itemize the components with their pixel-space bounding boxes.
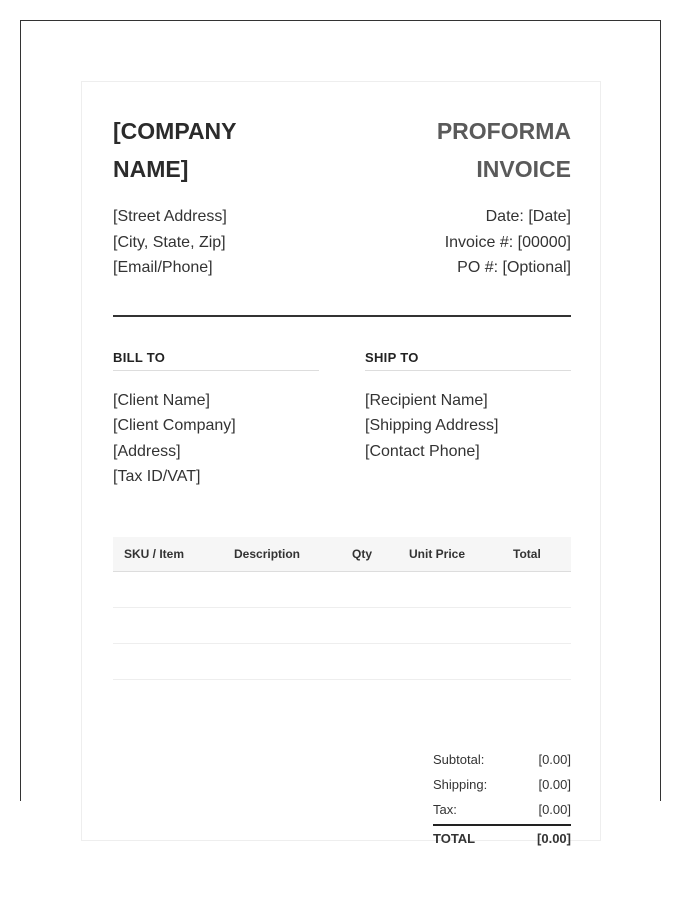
bill-to-line: [Address] [113, 442, 181, 460]
column-header-total: Total [502, 537, 571, 572]
table-cell [113, 607, 223, 643]
ship-to-block [365, 350, 571, 490]
invoice-content [113, 112, 571, 846]
table-cell [341, 607, 398, 643]
column-header-unit-price: Unit Price [398, 537, 502, 572]
subtotal-value: [0.00] [538, 752, 571, 767]
ship-to-line: [Recipient Name] [365, 391, 488, 409]
invoice-meta [445, 204, 571, 281]
bill-to-line: [Client Company] [113, 417, 236, 434]
table-cell [398, 607, 502, 643]
bill-to-block [113, 350, 319, 490]
table-row [113, 571, 571, 607]
ship-to-line: [Shipping Address] [365, 417, 499, 434]
table-cell [398, 571, 502, 607]
grand-total-row [433, 824, 571, 851]
column-header-qty: Qty [341, 537, 398, 572]
table-row [113, 643, 571, 679]
subtotal-row [433, 747, 571, 772]
column-header-sku: SKU / Item [113, 537, 223, 572]
sender-address [113, 204, 227, 281]
bill-to-line: [Client Name] [113, 391, 210, 409]
table-cell [113, 571, 223, 607]
ship-to-heading: SHIP TO [365, 350, 571, 371]
line-items-table [113, 537, 571, 680]
sender-street: [Street Address] [113, 208, 227, 225]
shipping-row [433, 772, 571, 797]
bill-to-details [113, 388, 319, 490]
grand-total-label: TOTAL [433, 831, 476, 846]
table-cell [502, 607, 571, 643]
document-frame [20, 20, 661, 846]
invoice-number: Invoice #: [00000] [444, 233, 571, 251]
table-cell [502, 571, 571, 607]
column-header-description: Description [223, 537, 341, 572]
table-cell [223, 607, 341, 643]
grand-total-value: [0.00] [537, 831, 571, 846]
bill-to-heading: BILL TO [113, 350, 319, 371]
tax-label: Tax: [433, 802, 457, 817]
shipping-value: [0.00] [538, 777, 571, 792]
tax-row [433, 797, 571, 822]
address-meta-row [113, 204, 571, 281]
invoice-sheet [81, 81, 601, 846]
table-cell [223, 643, 341, 679]
invoice-date: Date: [Date] [485, 208, 571, 225]
company-name: [COMPANY NAME] [113, 118, 237, 182]
table-cell [341, 571, 398, 607]
sender-city: [City, State, Zip] [113, 233, 226, 251]
tax-value: [0.00] [538, 802, 571, 817]
table-cell [113, 643, 223, 679]
table-cell [223, 571, 341, 607]
po-number: PO #: [Optional] [457, 259, 571, 276]
ship-to-line: [Contact Phone] [365, 442, 480, 460]
totals-block [433, 747, 571, 851]
sender-contact: [Email/Phone] [113, 259, 213, 276]
table-cell [398, 643, 502, 679]
subtotal-label: Subtotal: [433, 752, 485, 767]
parties-section [113, 350, 571, 490]
table-row [113, 607, 571, 643]
ship-to-details [365, 388, 571, 465]
table-cell [341, 643, 398, 679]
header-divider [113, 315, 571, 317]
table-cell [502, 643, 571, 679]
shipping-label: Shipping: [433, 777, 488, 792]
invoice-header [113, 112, 571, 188]
table-header-row [113, 537, 571, 572]
document-title: PROFORMA INVOICE [436, 118, 571, 182]
bill-to-line: [Tax ID/VAT] [113, 468, 201, 485]
